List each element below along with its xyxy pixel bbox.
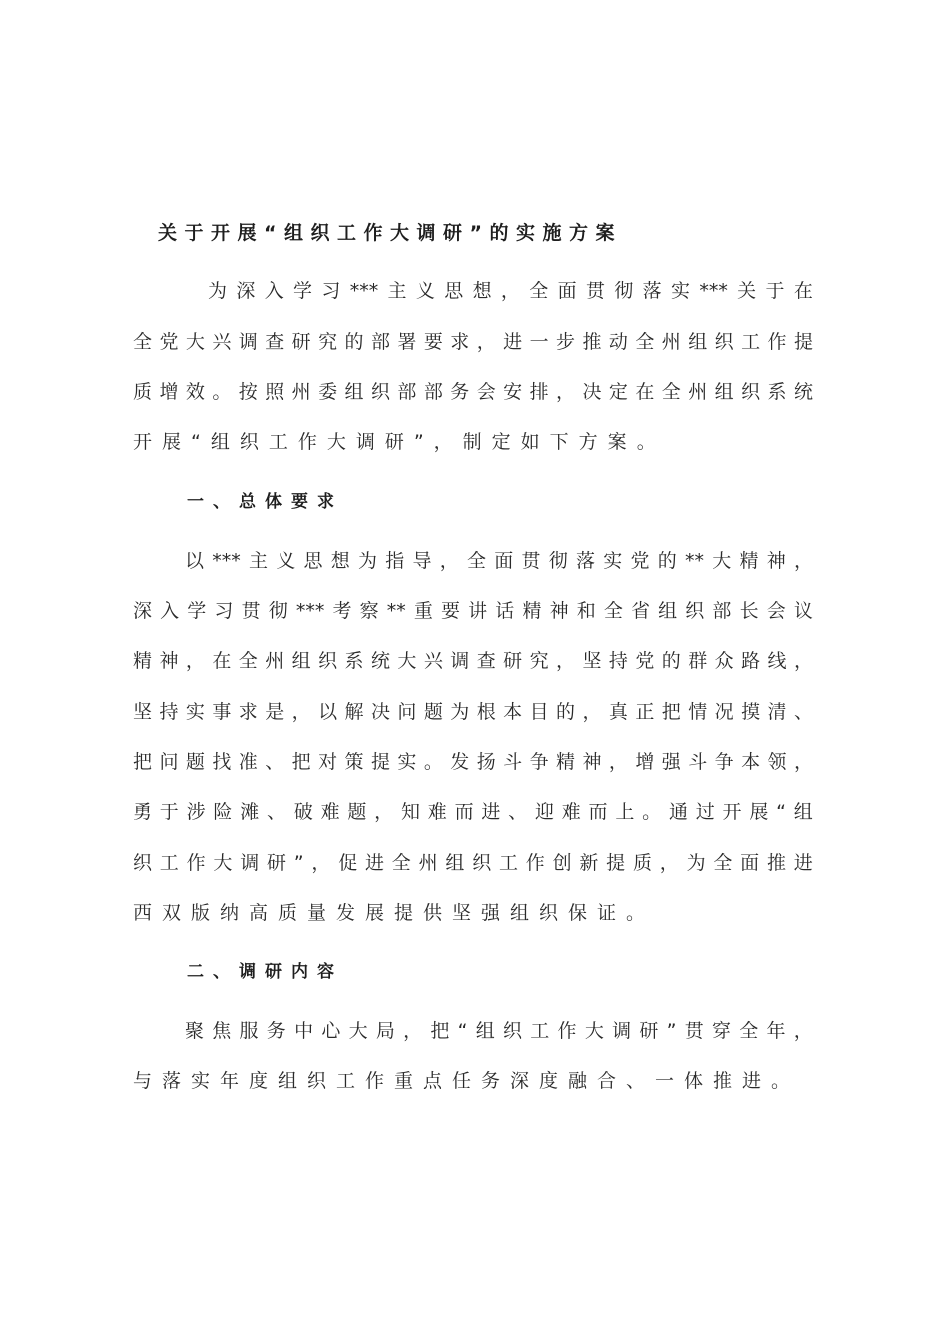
text-glyph: 为 [450,701,470,723]
text-glyph: 会 [766,600,786,622]
text-glyph: 落 [575,550,595,572]
text-glyph: ， [793,550,813,572]
text-glyph: 全 [635,331,655,353]
section1-line-5 [133,747,813,777]
text-glyph: 想 [330,550,350,572]
text-glyph: 研 [503,650,523,672]
text-glyph: 推 [766,852,786,874]
text-glyph: 和 [576,600,596,622]
text-glyph: 深 [236,280,256,302]
text-glyph: ， [374,801,394,823]
section1-line-7 [133,848,813,878]
text-glyph: 清 [767,701,787,723]
section1-line-1 [185,546,813,576]
text-glyph: 党 [159,331,179,353]
text-glyph: 动 [608,331,628,353]
text-glyph: 想 [472,280,492,302]
text-glyph: 排 [529,381,549,403]
text-glyph: 通 [668,801,688,823]
text-glyph: 研 [266,852,286,874]
text-glyph: 彻 [548,550,568,572]
text-glyph: ， [185,650,205,672]
text-glyph: ， [608,751,628,773]
text-glyph: 工 [741,331,761,353]
text-glyph: 调 [612,1020,632,1042]
text-glyph: ** [386,600,406,622]
text-glyph: 难 [561,801,581,823]
text-glyph: 思 [444,280,464,302]
text-glyph: 神 [549,600,569,622]
text-glyph: *** [699,280,728,302]
text-glyph: 讲 [468,600,488,622]
text-glyph: 入 [160,600,180,622]
text-glyph: 问 [159,751,179,773]
text-glyph: 察 [359,600,379,622]
text-glyph: 长 [739,600,759,622]
text-glyph: 开 [722,801,742,823]
text-glyph: *** [295,600,325,622]
text-glyph: 斗 [688,751,708,773]
text-glyph: 局 [375,1020,395,1042]
text-glyph: 贯 [585,280,605,302]
section1-line-2 [133,596,813,626]
text-glyph: 精 [556,751,576,773]
text-glyph: 难 [320,801,340,823]
text-glyph: 提 [793,331,813,353]
text-glyph: 组 [344,381,364,403]
text-glyph: 进 [365,852,385,874]
text-glyph: 大 [348,1020,368,1042]
text-glyph: 实 [185,701,205,723]
text-glyph: 过 [695,801,715,823]
text-glyph: 兴 [212,331,232,353]
section2-line-1 [185,1016,813,1046]
text-glyph: 众 [714,650,734,672]
text-glyph: 步 [556,331,576,353]
text-glyph: 面 [740,852,760,874]
text-glyph: 省 [631,600,651,622]
text-glyph: 险 [213,801,233,823]
text-glyph: 、 [266,801,286,823]
text-glyph: 贯 [241,600,261,622]
text-glyph: ， [793,751,813,773]
text-glyph: 系 [767,381,787,403]
text-glyph: 摸 [741,701,761,723]
text-glyph: 务 [266,1020,286,1042]
text-glyph: ， [556,381,576,403]
text-glyph: 神 [582,751,602,773]
text-glyph: 作 [767,331,787,353]
text-glyph: 迎 [534,801,554,823]
text-glyph: 州 [265,650,285,672]
text-glyph: 领 [767,751,787,773]
text-glyph: 进 [481,801,501,823]
text-glyph: 组 [688,331,708,353]
text-glyph: 按 [238,381,258,403]
text-glyph: 组 [714,381,734,403]
text-glyph: 群 [688,650,708,672]
text-glyph: 策 [344,751,364,773]
text-glyph: 研 [639,1020,659,1042]
text-glyph: 照 [265,381,285,403]
text-glyph: 题 [347,801,367,823]
text-glyph: 大 [185,331,205,353]
text-glyph: 题 [423,701,443,723]
text-glyph: ， [659,852,679,874]
text-glyph: 究 [318,331,338,353]
text-glyph: 。 [642,801,662,823]
text-glyph: 推 [582,331,602,353]
text-glyph: 查 [265,331,285,353]
text-glyph: 调 [240,852,260,874]
text-glyph: 作 [525,852,545,874]
text-glyph: 实 [397,751,417,773]
text-glyph: ” [293,852,304,874]
text-glyph: ， [439,550,459,572]
text-glyph: 创 [552,852,572,874]
text-glyph: 要 [441,600,461,622]
text-glyph: 展 [749,801,769,823]
text-glyph: 勇 [133,801,153,823]
text-glyph: 斗 [503,751,523,773]
text-glyph: *** [212,550,241,572]
text-glyph: 话 [495,600,515,622]
text-glyph: 在 [212,650,232,672]
text-glyph: 的 [556,701,576,723]
text-glyph: 把 [661,701,681,723]
text-glyph: 议 [793,600,813,622]
text-glyph: 统 [370,650,390,672]
text-glyph: 求 [450,331,470,353]
text-glyph: 真 [608,701,628,723]
text-glyph: 部 [712,600,732,622]
text-glyph: “ [457,1020,468,1042]
text-glyph: 彻 [268,600,288,622]
text-glyph: 把 [430,1020,450,1042]
intro-line-2 [133,327,813,357]
section-heading-2: 二、调研内容 [187,962,343,982]
text-glyph: 委 [318,381,338,403]
text-glyph: 实 [670,280,690,302]
text-glyph: 习 [321,280,341,302]
text-glyph: 作 [557,1020,577,1042]
text-glyph: 组 [658,600,678,622]
text-glyph: 定 [608,381,628,403]
text-glyph: 在 [793,280,813,302]
text-glyph: 全 [529,280,549,302]
text-glyph: 全 [661,381,681,403]
text-glyph: 坚 [582,650,602,672]
text-glyph: 全 [603,600,623,622]
text-glyph: 织 [714,331,734,353]
text-glyph: 思 [303,550,323,572]
text-glyph: 大 [584,1020,604,1042]
text-glyph: 正 [635,701,655,723]
text-glyph: 。 [423,751,443,773]
text-glyph: 准 [238,751,258,773]
text-glyph: 增 [635,751,655,773]
text-glyph: 精 [522,600,542,622]
text-glyph: 本 [503,701,523,723]
text-glyph: 增 [159,381,179,403]
text-glyph: 州 [418,852,438,874]
text-glyph: 、 [265,751,285,773]
text-glyph: 工 [530,1020,550,1042]
text-glyph: 焦 [212,1020,232,1042]
text-glyph: 扬 [476,751,496,773]
text-glyph: 织 [472,852,492,874]
text-glyph: 为 [208,280,228,302]
text-glyph: 义 [276,550,296,572]
text-glyph: 促 [338,852,358,874]
text-glyph: 效 [185,381,205,403]
text-glyph: 问 [397,701,417,723]
text-glyph: 一 [529,331,549,353]
text-glyph: 作 [186,852,206,874]
text-glyph: 织 [370,381,390,403]
text-glyph: 争 [714,751,734,773]
text-glyph: 提 [370,751,390,773]
text-glyph: 全 [391,852,411,874]
text-glyph: 聚 [185,1020,205,1042]
text-glyph: 导 [412,550,432,572]
text-glyph: 学 [293,280,313,302]
text-glyph: 质 [632,852,652,874]
text-glyph: 全 [713,852,733,874]
text-glyph: 系 [344,650,364,672]
text-glyph: 署 [397,331,417,353]
text-glyph: 题 [185,751,205,773]
text-glyph: 决 [370,701,390,723]
text-glyph: 穿 [711,1020,731,1042]
text-glyph: 的 [657,550,677,572]
text-glyph: 要 [423,331,443,353]
text-glyph: 义 [415,280,435,302]
text-glyph: 党 [630,550,650,572]
text-glyph: 全 [466,550,486,572]
text-glyph: 组 [475,1020,495,1042]
text-glyph: 织 [133,852,153,874]
text-glyph: 组 [291,650,311,672]
text-glyph: *** [349,280,379,302]
text-glyph: ， [793,1020,813,1042]
text-glyph: 部 [423,381,443,403]
document-title: 关于开展“组织工作大调研”的实施方案 [158,222,622,244]
text-glyph: 织 [741,381,761,403]
text-glyph: 而 [454,801,474,823]
text-glyph: 提 [606,852,626,874]
text-glyph: ， [403,1020,423,1042]
text-glyph: 精 [739,550,759,572]
text-glyph: 发 [450,751,470,773]
intro-line-4: 开展“组织工作大调研”，制定如下方案。 [133,431,666,453]
text-glyph: 考 [332,600,352,622]
text-glyph: 于 [765,280,785,302]
text-glyph: 而 [588,801,608,823]
text-glyph: 贯 [684,1020,704,1042]
text-glyph: 织 [685,600,705,622]
text-glyph: 事 [212,701,232,723]
text-glyph: 、 [793,701,813,723]
text-glyph: 究 [529,650,549,672]
text-glyph: 滩 [240,801,260,823]
text-glyph: 坚 [133,701,153,723]
section1-line-6 [133,797,813,827]
text-glyph: 争 [529,751,549,773]
text-glyph: 以 [318,701,338,723]
text-glyph: 主 [248,550,268,572]
text-glyph: 把 [133,751,153,773]
text-glyph: 工 [159,852,179,874]
text-glyph: 知 [400,801,420,823]
text-glyph: 州 [661,331,681,353]
text-glyph: 上 [615,801,635,823]
text-glyph: 决 [582,381,602,403]
text-glyph: 神 [766,550,786,572]
text-glyph: 本 [741,751,761,773]
text-glyph: 全 [238,650,258,672]
text-glyph: 线 [767,650,787,672]
text-glyph: 路 [741,650,761,672]
text-glyph: 指 [385,550,405,572]
text-glyph: 调 [450,650,470,672]
text-glyph: 安 [503,381,523,403]
text-glyph: 求 [238,701,258,723]
text-glyph: 实 [603,550,623,572]
text-glyph: ， [291,701,311,723]
intro-line-1 [208,276,813,306]
text-glyph: 工 [498,852,518,874]
text-glyph: 习 [214,600,234,622]
text-glyph: 大 [213,852,233,874]
text-glyph: 年 [766,1020,786,1042]
text-glyph: 深 [133,600,153,622]
text-glyph: 兴 [423,650,443,672]
text-glyph: 质 [133,381,153,403]
text-glyph: 入 [264,280,284,302]
text-glyph: ， [500,280,520,302]
text-glyph: 学 [187,600,207,622]
text-glyph: 研 [291,331,311,353]
text-glyph: 织 [318,650,338,672]
text-glyph: 大 [712,550,732,572]
text-glyph: 是 [265,701,285,723]
text-glyph: 部 [397,381,417,403]
text-glyph: 全 [739,1020,759,1042]
text-glyph: 情 [688,701,708,723]
text-glyph: 会 [476,381,496,403]
text-glyph: 为 [357,550,377,572]
text-glyph: ， [311,852,331,874]
text-glyph: 落 [642,280,662,302]
text-glyph: ， [476,331,496,353]
text-glyph: 涉 [186,801,206,823]
text-glyph: 对 [318,751,338,773]
text-glyph: 贯 [521,550,541,572]
section1-line-4 [133,697,813,727]
text-glyph: 进 [503,331,523,353]
text-glyph: 主 [387,280,407,302]
text-glyph: 在 [635,381,655,403]
section1-line-3 [133,646,813,676]
intro-line-3 [133,377,813,407]
text-glyph: 务 [450,381,470,403]
text-glyph: 况 [714,701,734,723]
text-glyph: ” [666,1020,677,1042]
text-glyph: 面 [494,550,514,572]
text-glyph: 进 [793,852,813,874]
text-glyph: 把 [291,751,311,773]
text-glyph: 、 [508,801,528,823]
text-glyph: 精 [133,650,153,672]
text-glyph: 持 [608,650,628,672]
text-glyph: 织 [503,1020,523,1042]
text-glyph: 部 [370,331,390,353]
section1-line-8: 西双版纳高质量发展提供坚强组织保证。 [133,902,656,924]
text-glyph: 持 [159,701,179,723]
text-glyph: 党 [635,650,655,672]
text-glyph: 的 [344,331,364,353]
text-glyph: ， [556,650,576,672]
text-glyph: 心 [321,1020,341,1042]
text-glyph: 新 [579,852,599,874]
text-glyph: “ [776,801,786,823]
text-glyph: ， [582,701,602,723]
text-glyph: 中 [294,1020,314,1042]
text-glyph: 目 [529,701,549,723]
text-glyph: 组 [793,801,813,823]
text-glyph: 组 [445,852,465,874]
section-heading-1: 一、总体要求 [187,492,343,512]
text-glyph: 。 [212,381,232,403]
text-glyph: 找 [212,751,232,773]
text-glyph: 为 [686,852,706,874]
text-glyph: 调 [238,331,258,353]
text-glyph: 强 [661,751,681,773]
text-glyph: 于 [159,801,179,823]
text-glyph: 破 [293,801,313,823]
text-glyph: 解 [344,701,364,723]
text-glyph: ** [684,550,704,572]
section2-line-2: 与落实年度组织工作重点任务深度融合、一体推进。 [133,1070,801,1092]
text-glyph: 难 [427,801,447,823]
text-glyph: 的 [661,650,681,672]
text-glyph: 重 [413,600,433,622]
text-glyph: 神 [159,650,179,672]
text-glyph: 彻 [614,280,634,302]
text-glyph: 以 [185,550,205,572]
text-glyph: 州 [688,381,708,403]
text-glyph: ， [793,650,813,672]
text-glyph: 州 [291,381,311,403]
text-glyph: 关 [737,280,757,302]
text-glyph: 统 [793,381,813,403]
text-glyph: 面 [557,280,577,302]
text-glyph: 服 [239,1020,259,1042]
text-glyph: 大 [397,650,417,672]
text-glyph: 全 [133,331,153,353]
text-glyph: 根 [476,701,496,723]
text-glyph: 查 [476,650,496,672]
